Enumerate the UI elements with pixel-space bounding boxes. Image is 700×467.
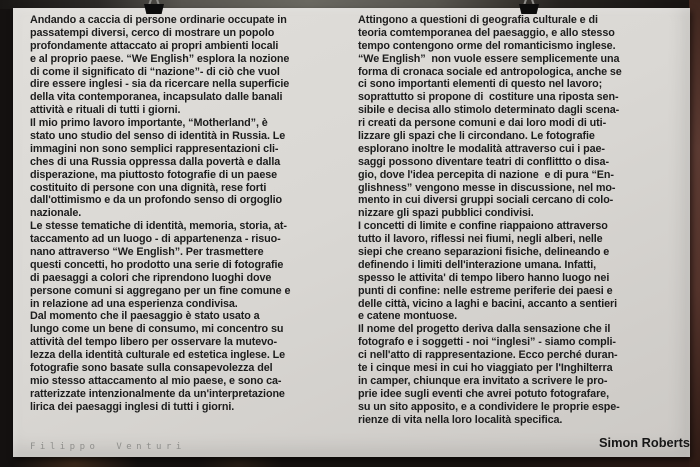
- text-line: di come il significato di “nazione”- di ciò che vuol: [30, 65, 280, 78]
- text-line: mento in cui diversi gruppi sociali cercano di colo-: [358, 194, 614, 207]
- text-line: ratterizzate intenzionalmente da un'interpretazione: [30, 387, 285, 400]
- text-line: ches di una Russia oppressa dalla povertà e dalla: [30, 155, 281, 168]
- text-line: nano attraverso “We English”. Per trasmettere: [30, 246, 264, 259]
- text-line: Le stesse tematiche di identità, memoria, storia, at-: [30, 220, 287, 233]
- text-line: Andando a caccia di persone ordinarie occupate in: [30, 14, 287, 26]
- text-line: ri creati da persone comuni e dai loro modi di uti-: [358, 117, 607, 130]
- text-line: stato uno studio del senso di identità in Russia. Le: [30, 130, 286, 143]
- text-line: tempo contengono orme del romanticismo inglese.: [358, 39, 616, 52]
- text-line: teoria comtemporanea del paesaggio, e allo stesso: [358, 26, 615, 39]
- text-line: I concetti di limite e confine riappaiono attraverso: [358, 220, 608, 233]
- text-line: nazionale.: [30, 207, 82, 220]
- binder-clip-icon: [517, 0, 541, 16]
- text-line: forma di cronaca sociale ed antropologica, anche se: [358, 65, 622, 78]
- text-line: di paesaggi a colori che riprendono luoghi dove: [30, 271, 272, 284]
- text-line: attività e rituali di tutti i giorni.: [30, 104, 181, 117]
- text-line: lungo come un bene di consumo, mi concentro su: [30, 323, 284, 336]
- text-line: e al proprio paese. “We English” esplora la nozione: [30, 52, 290, 65]
- text-column-right: [358, 14, 690, 427]
- text-line: in camper, chiunque era invitato a scrivere le pro-: [358, 374, 608, 387]
- text-line: gio, dove l'idea percepita di nazione e di pura “En-: [358, 168, 614, 181]
- text-line: glishness” vengono messe in discussione, nel mo-: [358, 181, 616, 194]
- text-line: prie idee sugli eventi che avrei potuto fotografare,: [358, 387, 609, 400]
- text-line: passatempi diversi, cerco di mostrare un popolo: [30, 26, 275, 39]
- exhibition-text-sheet: [13, 8, 690, 457]
- text-line: costituito di persone con una dignità, rese forti: [30, 181, 267, 194]
- text-line: fotografie sono basate sulla consapevolezza del: [30, 362, 273, 375]
- clip-body: [144, 4, 164, 14]
- text-line: siepi che creano separazioni fisiche, delineando e: [358, 246, 610, 259]
- text-line: tutto il lavoro, riflessi nei fiumi, negli alberi, nelle: [358, 233, 603, 246]
- text-line: questi concetti, ho prodotto una serie di fotografie: [30, 258, 284, 271]
- text-line: spesso le attivita' di tempo libero hanno luogo nei: [358, 271, 610, 284]
- text-line: su un sito apposito, e a condividere le proprie espe-: [358, 400, 620, 413]
- text-column-left: [30, 14, 350, 414]
- text-line: Dal momento che il paesaggio è stato usato a: [30, 310, 260, 323]
- text-line: in relazione ad una esperienza condivisa.: [30, 297, 238, 310]
- text-line: immagini non sono semplici rappresentazioni cli-: [30, 142, 279, 155]
- text-line: ci sono importanti elementi di questo nel lavoro;: [358, 78, 603, 91]
- text-line: punti di confine: nelle estreme periferie dei paesi e: [358, 284, 613, 297]
- text-line: te i cinque mesi in cui ho viaggiato per l'Inghilterra: [358, 362, 613, 375]
- text-line: definendo i limiti dell'interazione umana. Infatti,: [358, 258, 597, 271]
- text-line: lezza della identità culturale ed estetica inglese. Le: [30, 349, 286, 362]
- text-line: attività del tempo libero per osservare la mutevo-: [30, 336, 278, 349]
- author-signature: Simon Roberts: [598, 435, 690, 450]
- text-line: Il mio primo lavoro importante, “Motherland”, è: [30, 117, 268, 130]
- text-line: mio stesso attaccamento al mio paese, e sono ca-: [30, 374, 282, 387]
- text-line: dall'ottimismo e da un profondo senso di orgoglio: [30, 194, 282, 207]
- text-line: delle città, vicino a laghi e bacini, accanto a sentieri: [358, 297, 618, 310]
- text-line: profondamente attaccato ai propri ambienti locali: [30, 39, 279, 52]
- text-line: sibile e decisa allo stimolo determinato dagli scena-: [358, 104, 620, 117]
- text-line: lirica dei paesaggi inglesi di tutti i giorni.: [30, 400, 235, 413]
- text-line: esplorano inoltre le modalità attraverso cui i pae-: [358, 142, 605, 155]
- wall-shadow-edge: [689, 0, 700, 467]
- text-line: nizzare gli spazi pubblici condivisi.: [358, 207, 534, 220]
- text-line: soprattutto si propone di costiture una riposta sen-: [358, 91, 619, 104]
- text-line: saggi possono diventare teatri di conflittto o disa-: [358, 155, 609, 168]
- text-line: dire essere inglesi - sia da ricercare nella superficie: [30, 78, 290, 91]
- text-line: lizzare gli spazi che li circondano. Le fotografie: [358, 130, 595, 143]
- text-line: della vita contemporanea, incapsulato dalle banali: [30, 91, 283, 104]
- text-line: Attingono a questioni di geografia culturale e di: [358, 14, 598, 26]
- binder-clip-icon: [142, 0, 166, 16]
- text-line: disperazione, ma piuttosto fotografie di un paese: [30, 168, 278, 181]
- text-line: fotografo e i soggetti - noi “inglesi” - siamo compli-: [358, 336, 616, 349]
- text-line: rienze di vita nella loro località specifica.: [358, 413, 563, 426]
- text-line: taccamento ad un luogo - di appartenenza - risuo-: [30, 233, 281, 246]
- clip-body: [519, 4, 539, 14]
- photographer-credit: Filippo Venturi: [30, 442, 186, 452]
- text-line: ci nell'atto di rappresentazione. Ecco perché duran-: [358, 349, 618, 362]
- text-line: persone comuni si aggregano per un fine comune e: [30, 284, 291, 297]
- text-line: e catene montuose.: [358, 310, 457, 323]
- text-line: “We English” non vuole essere semplicemente una: [358, 52, 620, 65]
- text-line: Il nome del progetto deriva dalla sensazione che il: [358, 323, 611, 336]
